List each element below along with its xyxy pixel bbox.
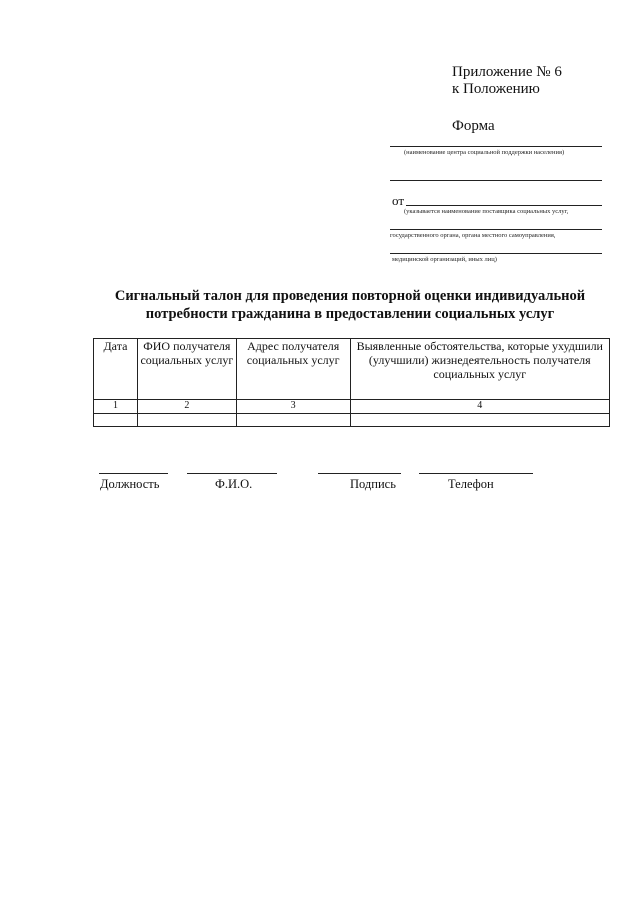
appendix-line-2: к Положению	[452, 81, 540, 97]
signal-ticket-table	[93, 338, 610, 427]
table-number-row	[94, 400, 610, 414]
provider-name-line-3	[390, 253, 602, 254]
center-caption: (наименование центра социальной поддержки населения)	[404, 149, 565, 156]
column-number-3: 3	[236, 400, 350, 414]
from-label: от	[392, 193, 405, 208]
header-fio: ФИО получателя социальных услуг	[137, 339, 236, 400]
provider-caption-3: медицинской организаций, иных лиц)	[392, 256, 497, 263]
table-cell	[236, 414, 350, 427]
table-cell	[94, 414, 138, 427]
provider-caption-1: (указывается наименование поставщика социальных услуг,	[404, 208, 569, 215]
header-address: Адрес получателя социальных услуг	[236, 339, 350, 400]
column-number-4: 4	[350, 400, 609, 414]
column-number-2: 2	[137, 400, 236, 414]
table-header-row	[94, 339, 610, 400]
position-label: Должность	[100, 477, 160, 491]
title-line-1: Сигнальный талон для проведения повторной оценки индивидуальной	[114, 288, 586, 304]
header-date: Дата	[94, 339, 138, 400]
position-line	[99, 473, 168, 474]
fio-label: Ф.И.О.	[215, 477, 253, 491]
form-label: Форма	[452, 118, 495, 134]
fio-line	[187, 473, 277, 474]
provider-caption-2: государственного органа, органа местного самоуправления,	[390, 232, 556, 239]
phone-label: Телефон	[448, 477, 494, 491]
signature-line	[318, 473, 401, 474]
provider-name-line	[406, 205, 602, 206]
signature-label: Подпись	[350, 477, 396, 491]
title-line-2: потребности гражданина в предоставлении социальных услуг	[145, 306, 555, 322]
table-cell	[137, 414, 236, 427]
header-circumstances: Выявленные обстоятельства, которые ухудшили (улучшили) жизнедеятельность получателя социальных услуг	[350, 339, 609, 400]
table-cell	[350, 414, 609, 427]
center-name-line	[390, 146, 602, 147]
provider-name-line-2	[390, 229, 602, 230]
column-number-1: 1	[94, 400, 138, 414]
phone-line	[419, 473, 533, 474]
table-row	[94, 414, 610, 427]
center-name-line-2	[390, 180, 602, 181]
appendix-line-1: Приложение № 6	[452, 64, 562, 80]
document-title	[86, 287, 614, 323]
appendix-heading	[452, 64, 562, 98]
